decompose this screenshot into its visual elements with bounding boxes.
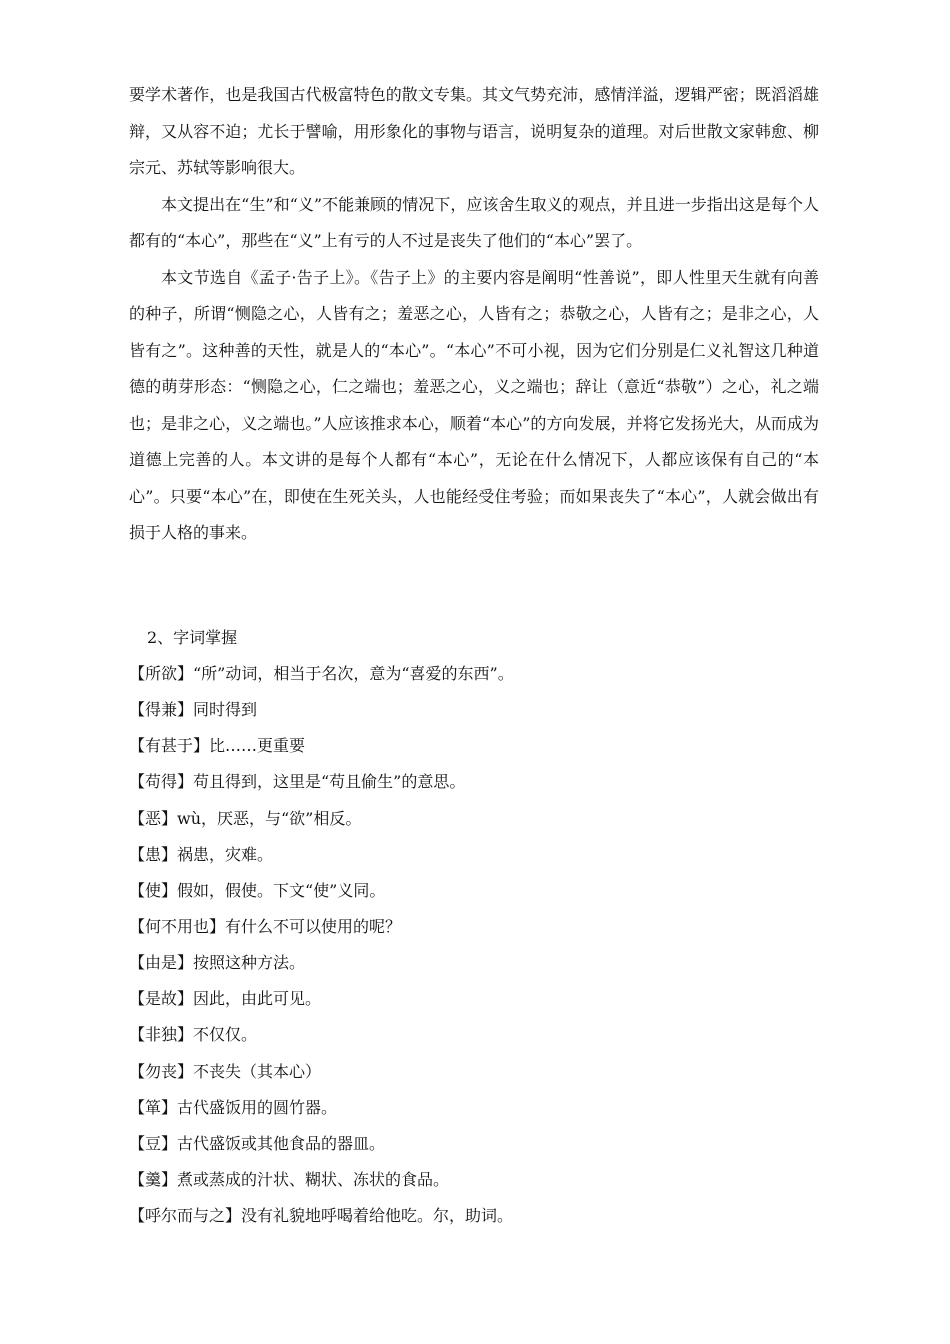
vocab-item: 【勿丧】不丧失（其本心）	[129, 1061, 322, 1081]
vocab-item: 【羹】煮或蒸成的汁状、糊状、冻状的食品。	[129, 1169, 450, 1189]
vocab-item: 【有甚于】比……更重要	[129, 736, 306, 756]
vocab-item: 【所欲】“所”动词，相当于名次，意为“喜爱的东西”。	[129, 664, 514, 683]
vocab-item: 【非独】不仅仅。	[129, 1025, 258, 1045]
vocab-item: 【患】祸患，灾难。	[129, 844, 274, 864]
vocab-item: 【使】假如，假使。下文“使”义同。	[129, 880, 386, 900]
vocab-list	[129, 656, 819, 1234]
vocab-item: 【由是】按照这种方法。	[129, 953, 306, 973]
body-text	[129, 77, 819, 552]
vocab-item: 【苟得】苟且得到，这里是“苟且偷生”的意思。	[129, 772, 466, 792]
vocab-item: 【何不用也】有什么不可以使用的呢？	[129, 916, 402, 936]
paragraph-main-idea: 本文提出在“生”和“义”不能兼顾的情况下，应该舍生取义的观点，并且进一步指出这是每个人都有的“本心”，那些在“义”上有亏的人不过是丧失了他们的“本心”罢了。	[129, 194, 819, 250]
paragraph-intro-continued: 要学术著作，也是我国古代极富特色的散文专集。其文气势充沛，感情洋溢，逻辑严密；既滔滔雄辩，又从容不迫；尤长于譬喻，用形象化的事物与语言，说明复杂的道理。对后世散文家韩愈、柳宗元、苏轼等影响很大。	[129, 85, 819, 177]
vocab-item: 【恶】wù，厌恶，与“欲”相反。	[129, 808, 362, 828]
vocab-item: 【呼尔而与之】没有礼貌地呼喝着给他吃。尔，助词。	[129, 1206, 514, 1226]
vocab-item: 【箪】古代盛饭用的圆竹器。	[129, 1097, 338, 1117]
paragraph-background: 本文节选自《孟子·告子上》。《告子上》的主要内容是阐明“性善说”，即人性里天生就有向善的种子，所谓“恻隐之心，人皆有之；羞恶之心，人皆有之；恭敬之心，人皆有之；是非之心，人皆有之”。这种善的天性，就是人的“本心”。“本心”不可小视，因为它们分别是仁义礼智这几种道德的萌芽形态：“恻隐之心，仁之端也；羞恶之心，义之端也；辞让（意近“恭敬”）之心，礼之端也；是非之心，义之端也。”人应该推求本心，顺着“本心”的方向发展，并将它发扬光大，从而成为道德上完善的人。本文讲的是每个人都有“本心”，无论在什么情况下，人都应该保有自己的“本心”。只要“本心”在，即使在生死关头，人也能经受住考验；而如果丧失了“本心”，人就会做出有损于人格的事来。	[129, 267, 819, 542]
vocab-item: 【是故】因此，由此可见。	[129, 989, 322, 1009]
vocab-item: 【得兼】同时得到	[129, 700, 258, 720]
section-title: 2、字词掌握	[147, 628, 238, 647]
vocab-item: 【豆】古代盛饭或其他食品的器皿。	[129, 1133, 386, 1153]
